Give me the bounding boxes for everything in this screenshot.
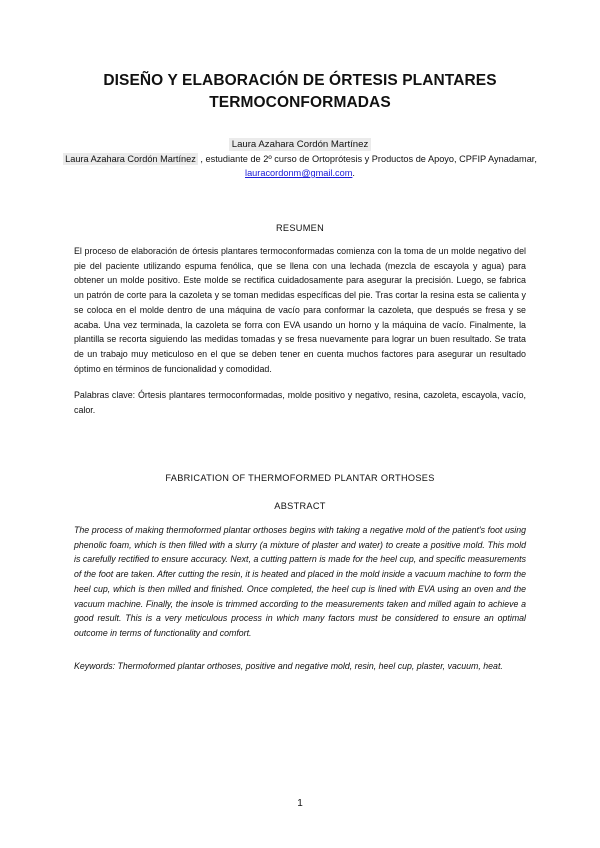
abstract-body: The process of making thermoformed plantar orthoses begins with taking a negative mold of the patient's foot using phenolic foam, which is then filled with a slurry (a mixture of plaster and water) to create a positive mold. This mold is carefully rectified to ensure accuracy. Next, a cutting pattern is made for the heel cup, and specific measurements of the foot are taken. After cutting the resin, it is heated and placed in the mold inside a vacuum machine to form the heel cup, which is then milled and finished. Once completed, the heel cup is lined with EVA using an oven and the vacuum machine. Finally, the insole is trimmed according to the measurements taken and milled again to achieve a good result. This is a very meticulous process in which many factors must be considered to ensure an optimal outcome in terms of functionality and comfort. (74, 525, 526, 638)
english-title: FABRICATION OF THERMOFORMED PLANTAR ORTHOSES (165, 473, 435, 483)
affiliation-text: , estudiante de 2º curso de Ortoprótesis y Productos de Apoyo, CPFIP Aynadamar, (197, 154, 537, 164)
author-affiliation (60, 152, 540, 180)
author-email-link[interactable]: lauracordonm@gmail.com (245, 168, 353, 178)
abstract-keywords: Keywords: Thermoformed plantar orthoses, positive and negative mold, resin, heel cup, plaster, vacuum, heat. (74, 661, 503, 671)
affiliation-author-name: Laura Azahara Cordón Martínez (65, 154, 196, 164)
paper-title: DISEÑO Y ELABORACIÓN DE ÓRTESIS PLANTARES TERMOCONFORMADAS (103, 72, 497, 111)
resumen-body: El proceso de elaboración de órtesis plantares termoconformadas comienza con la toma de un molde negativo del pie del paciente utilizando espuma fenólica, que se llena con una lechada (mezcla de escayola y agua) para obtener un molde positivo. Este molde se rectifica cuidadosamente para asegurar la precisión. Luego, se fabrica un patrón de corte para la cazoleta y se toman medidas específicas del pie. Tras cortar la resina esta se calienta y se coloca en el molde dentro de una máquina de vacío para conformar la cazoleta, que después se fresa y se acaba. Una vez terminada, la cazoleta se forra con EVA usando un horno y la máquina de vacío. Finalmente, la plantilla se recorta siguiendo las medidas tomadas y se fresa nuevamente para lograr un buen resultado. Se trata de un trabajo muy meticuloso en el que se deben tener en cuenta muchos factores para asegurar un resultado óptimo en términos de funcionalidad y comodidad. (74, 246, 526, 374)
resumen-heading: RESUMEN (275, 223, 325, 233)
author-name (0, 138, 600, 151)
abstract-heading: ABSTRACT (274, 501, 326, 511)
author-name-text: Laura Azahara Cordón Martínez (229, 138, 372, 151)
affiliation-end: . (352, 168, 355, 178)
page-number: 1 (297, 798, 303, 809)
resumen-keywords: Palabras clave: Órtesis plantares termoconformadas, molde positivo y negativo, resina, cazoleta, escayola, vacío, calor. (74, 390, 526, 415)
